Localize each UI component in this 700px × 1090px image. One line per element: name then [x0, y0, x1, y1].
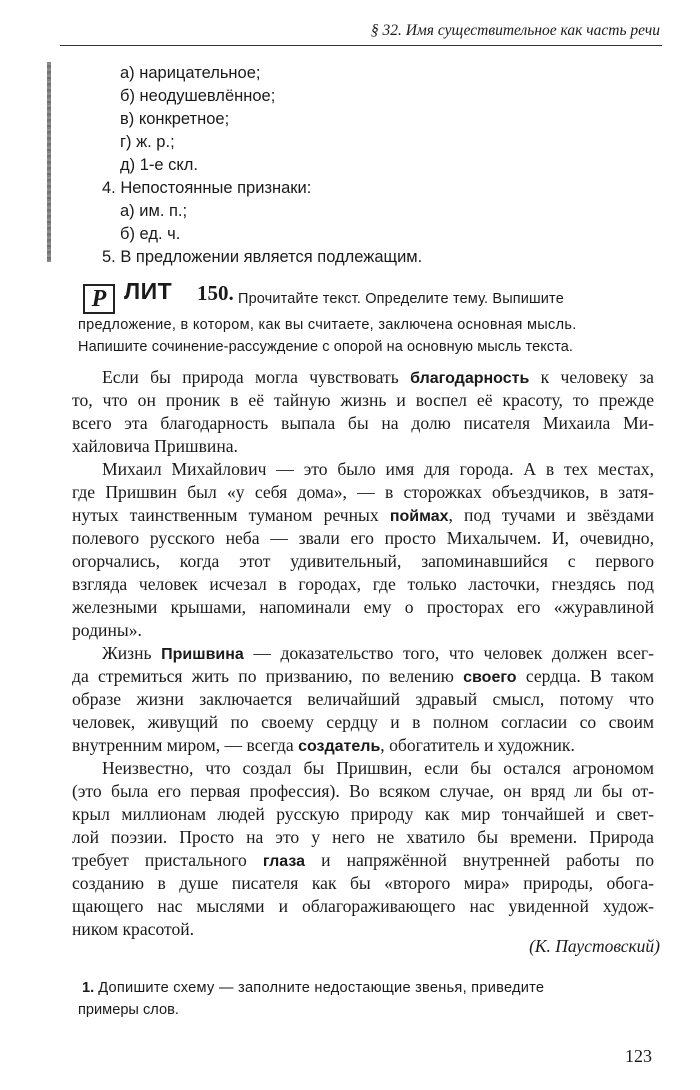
text-line: внутренним миром, — всегда создатель, обогатитель и художник. [72, 735, 575, 755]
header-divider [60, 45, 662, 46]
text-line: требует пристального глаза и напряжённой внутренней работы по [72, 850, 655, 870]
task-label: ЛИТ [124, 278, 173, 304]
text-line: нутых таинственным туманом речных поймах, под тучами и звёздами [72, 505, 654, 525]
list-item: 4. Непостоянные признаки: [102, 179, 312, 197]
list-item: б) ед. ч. [120, 225, 181, 243]
text-line: да стремиться жить по призванию, по велению своего сердца. В таком [72, 666, 654, 686]
bold-word: создатель [298, 738, 381, 755]
bold-word: своего [463, 669, 517, 686]
text-line: ником красотой. [72, 919, 195, 939]
page-number: 123 [625, 1046, 652, 1066]
task-number: 150. [197, 281, 234, 305]
text-line: Михаил Михайлович — это было имя для города. А в тех местах, [102, 459, 654, 479]
task-text-line: предложение, в котором, как вы считаете, заключена основная мысль. [78, 317, 577, 333]
list-item: а) нарицательное; [120, 64, 261, 82]
text-line: Если бы природа могла чувствовать благодарность к человеку за [102, 367, 654, 387]
text-line: полевого русского неба — звали его просто Михалычем. И, очевидно, [72, 528, 654, 548]
text-line: где Пришвин был «у себя дома», — в сторожках объездчиков, в затя- [72, 482, 654, 502]
text-line: хайловича Пришвина. [72, 436, 238, 456]
text-line: то, что он проник в её тайную жизнь и воспел её красоту, то прежде [72, 390, 654, 410]
text-line: Неизвестно, что создал бы Пришвин, если бы остался агрономом [102, 758, 654, 778]
bold-word: глаза [262, 853, 306, 870]
question-text-line: Допишите схему — заполните недостающие звенья, приведите [98, 980, 545, 996]
text-line: всего эта благодарность выпала бы на долю писателя Михаила Ми- [72, 413, 654, 433]
bold-word: Пришвина [161, 646, 244, 663]
rhetoric-icon: P [83, 284, 115, 314]
page-header: § 32. Имя существительное как часть речи [370, 22, 660, 39]
question-text-line: примеры слов. [78, 1002, 179, 1018]
text-line: щающего нас мыслями и облагораживающего нас увиденной худож- [72, 896, 654, 916]
text-line: (это была его первая профессия). Во всяком случае, он вряд ли бы от- [72, 781, 654, 801]
question-number: 1. [82, 980, 95, 996]
task-text-line: Напишите сочинение-рассуждение с опорой на основную мысль текста. [78, 339, 574, 355]
list-item: г) ж. р.; [120, 133, 175, 151]
margin-marker-bar [47, 62, 51, 262]
list-item: 5. В предложении является подлежащим. [102, 248, 423, 266]
text-line: крыл миллионам людей русскую природу как мир тончайшей и свет- [72, 804, 654, 824]
task-block [78, 278, 664, 355]
text-line: огорчались, когда этот удивительный, запоминавшийся с первого [72, 551, 654, 571]
text-line: родины». [72, 620, 142, 640]
list-item: а) им. п.; [120, 202, 188, 220]
text-line: человек, живущий по своему сердцу и в полном согласии со своим [72, 712, 654, 732]
list-item: в) конкретное; [120, 110, 230, 128]
text-line: образе жизни заключается величайший здравый смысл, потому что [72, 689, 654, 709]
text-line: Жизнь Пришвина — доказательство того, что человек должен всег- [102, 643, 654, 663]
text-line: созданию в душе писателя как бы «второго мира» природы, обога- [72, 873, 654, 893]
text-author: (К. Паустовский) [529, 936, 660, 956]
bold-word: благодарность [410, 370, 530, 387]
list-item: б) неодушевлённое; [120, 87, 276, 105]
bold-word: поймах [389, 508, 449, 525]
list-item: д) 1-е скл. [120, 156, 199, 174]
text-line: железными крышами, напоминали ему о просторах его «журавлиной [72, 597, 654, 617]
text-line: взгляда человек исчезал в городах, где только ласточки, гнездясь под [72, 574, 654, 594]
text-line: лой поэзии. Просто на это у него не хватило бы времени. Природа [72, 827, 654, 847]
task-text-line: Прочитайте текст. Определите тему. Выпишите [238, 291, 564, 307]
